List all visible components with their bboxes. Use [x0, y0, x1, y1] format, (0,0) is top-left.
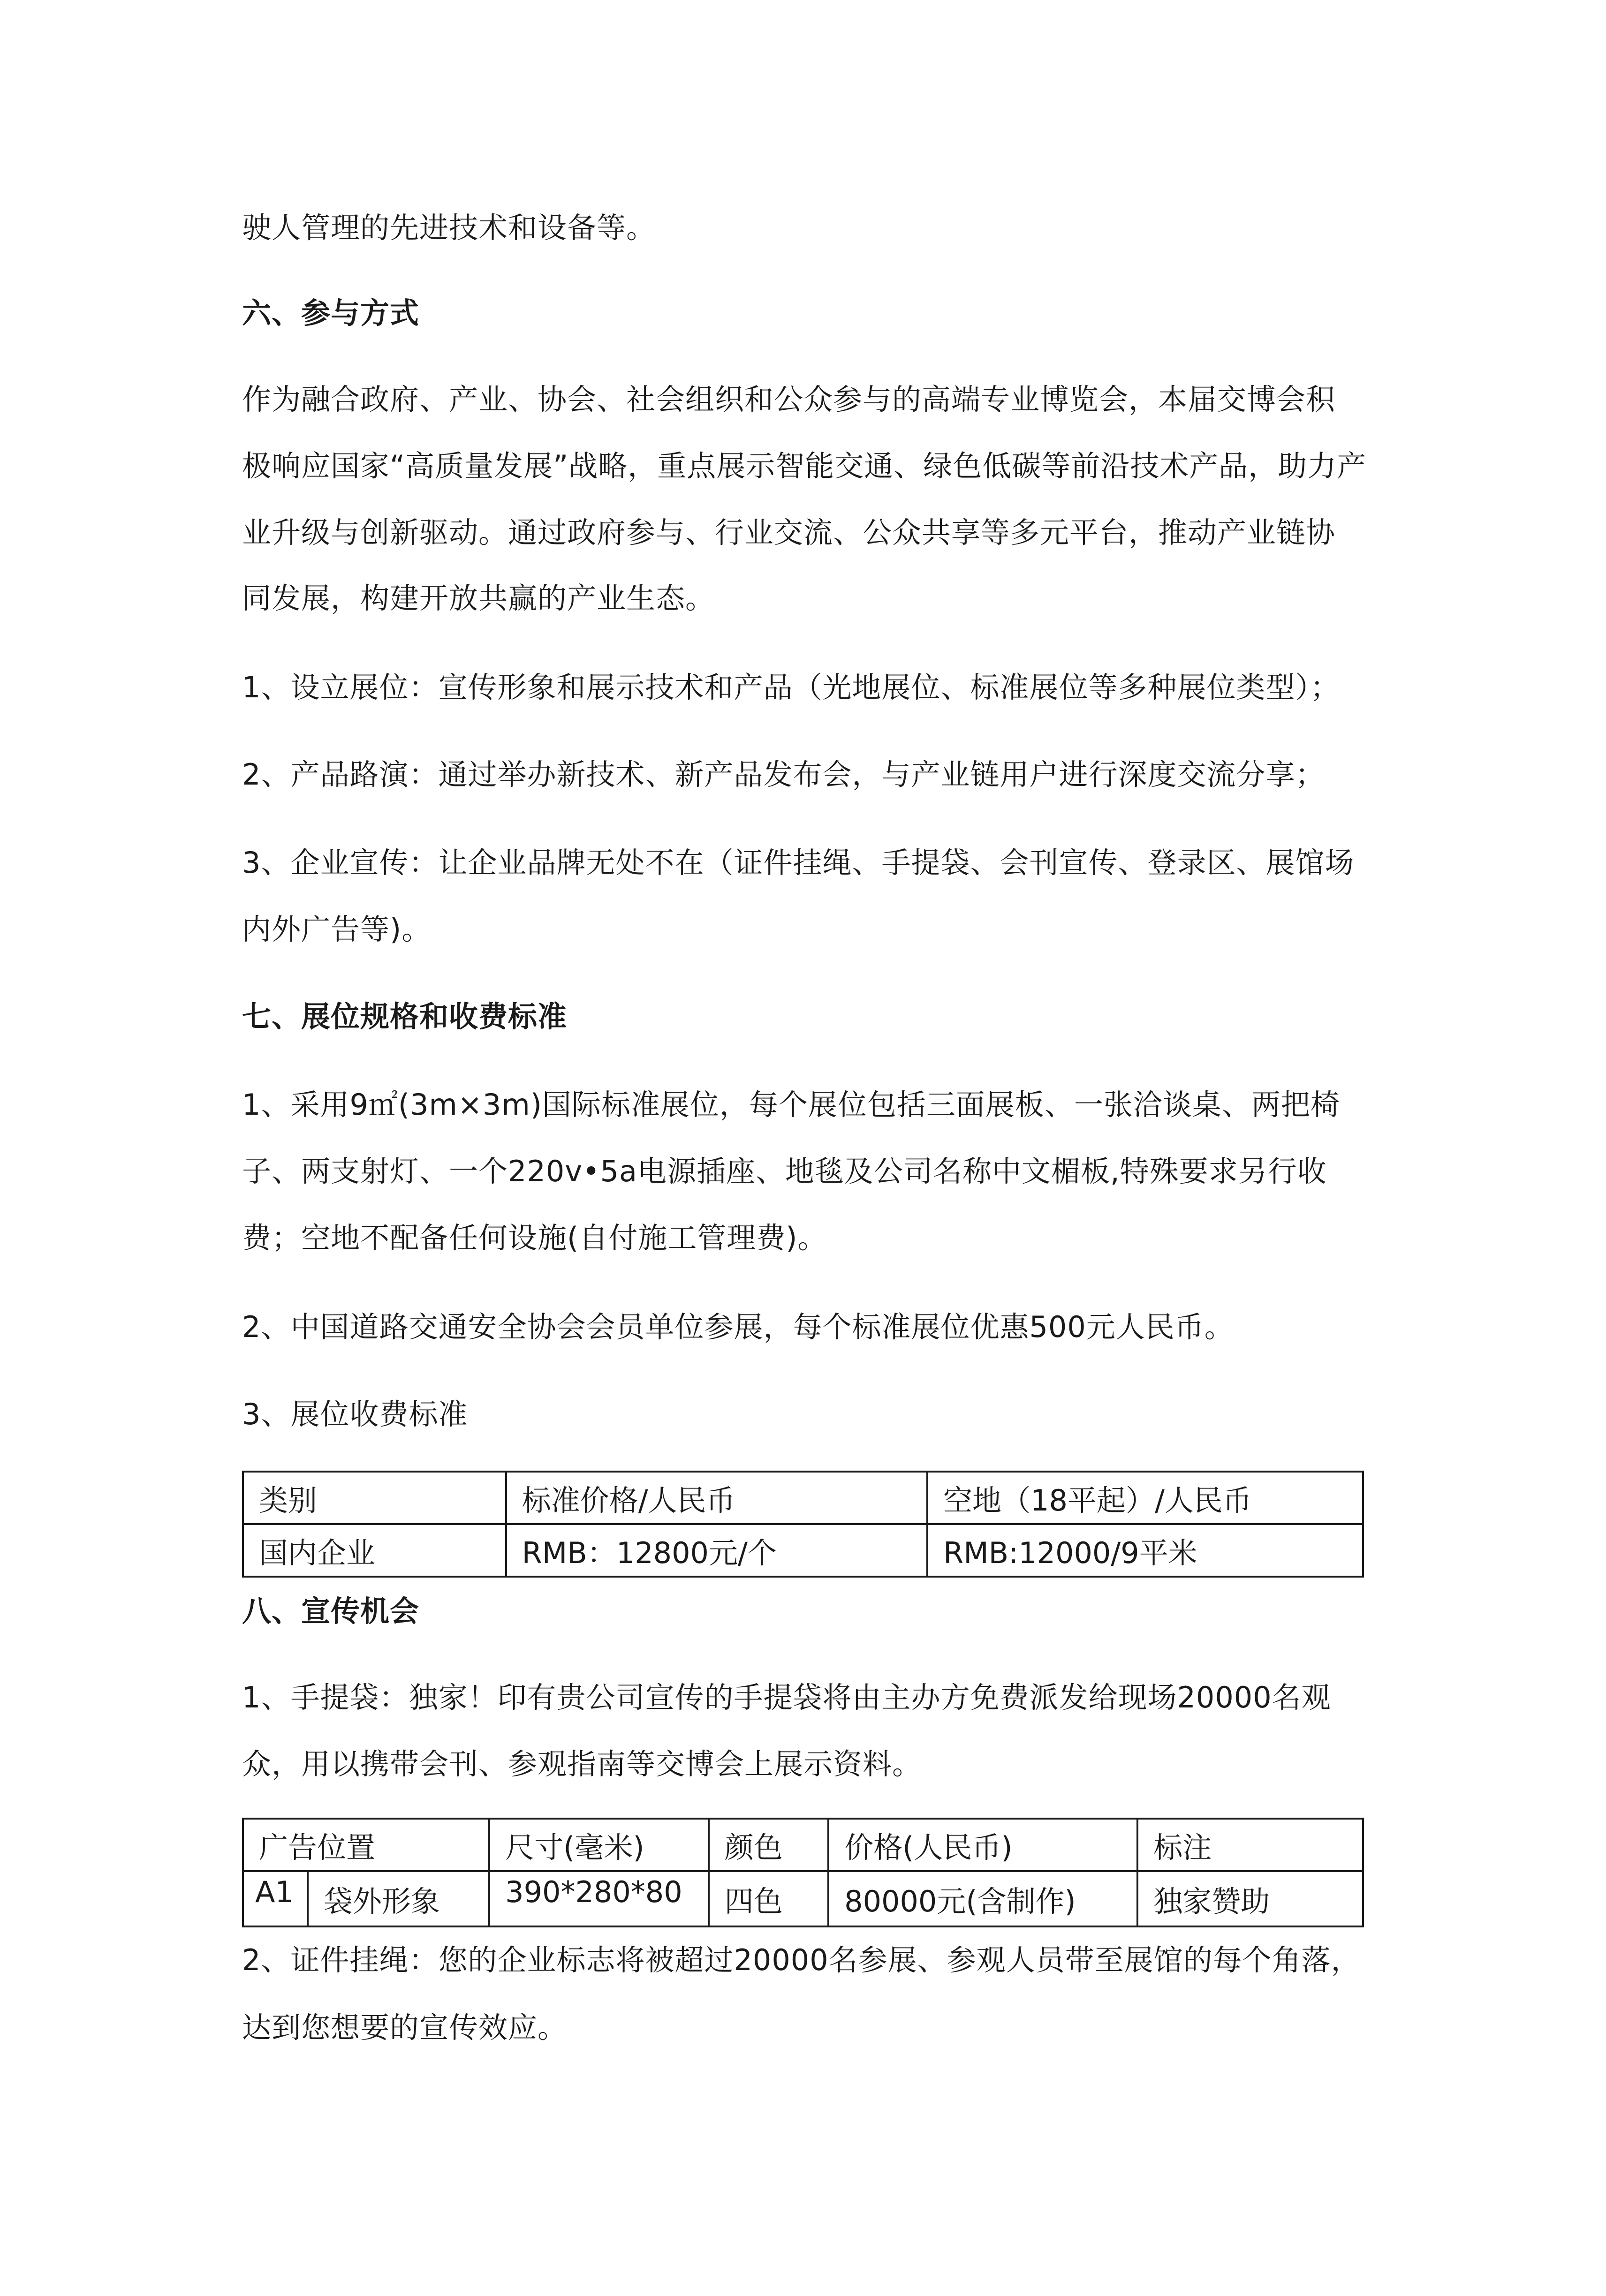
table-header-row [243, 1819, 1363, 1871]
table-cell: 80000元(含制作) [828, 1871, 1137, 1926]
paragraph-line: 业升级与创新驱动。通过政府参与、行业交流、公众共享等多元平台，推动产业链协 [242, 515, 1336, 550]
table-cell: 390*280*80 [489, 1871, 709, 1926]
table-header-cell: 空地（18平起）/人民币 [927, 1472, 1363, 1524]
list-item: 2、产品路演：通过举办新技术、新产品发布会，与产业链用户进行深度交流分享； [242, 757, 1325, 792]
table-cell: A1 [243, 1871, 308, 1926]
handbag-ad-table [242, 1818, 1364, 1927]
table-header-cell: 标注 [1137, 1819, 1363, 1871]
table-cell: 四色 [709, 1871, 828, 1926]
table-header-cell: 类别 [243, 1472, 506, 1524]
table-cell: RMB:12000/9平米 [927, 1524, 1363, 1577]
list-item: 众，用以携带会刊、参观指南等交博会上展示资料。 [242, 1747, 922, 1781]
list-item: 费；空地不配备任何设施(自付施工管理费)。 [242, 1221, 827, 1255]
table-row [243, 1524, 1363, 1577]
table-cell: 国内企业 [243, 1524, 506, 1577]
table-cell: RMB：12800元/个 [506, 1524, 927, 1577]
table-header-cell: 广告位置 [243, 1819, 489, 1871]
list-item: 达到您想要的宣传效应。 [242, 2010, 568, 2045]
list-item: 子、两支射灯、一个220v•5a电源插座、地毯及公司名称中文楣板,特殊要求另行收 [242, 1154, 1327, 1188]
section-heading-8: 八、宣传机会 [242, 1594, 420, 1628]
table-header-cell: 颜色 [709, 1819, 828, 1871]
list-item: 2、证件挂绳：您的企业标志将被超过20000名参展、参观人员带至展馆的每个角落， [242, 1943, 1361, 1977]
paragraph-line: 同发展，构建开放共赢的产业生态。 [242, 581, 715, 615]
paragraph-line: 极响应国家“高质量发展”战略，重点展示智能交通、绿色低碳等前沿技术产品，助力产 [242, 449, 1367, 483]
list-item: 3、企业宣传：让企业品牌无处不在（证件挂绳、手提袋、会刊宣传、登录区、展馆场 [242, 846, 1355, 880]
list-item: 1、手提袋：独家！印有贵公司宣传的手提袋将由主办方免费派发给现场20000名观 [242, 1680, 1331, 1714]
paragraph-line: 作为融合政府、产业、协会、社会组织和公众参与的高端专业博览会，本届交博会积 [242, 382, 1336, 416]
list-item: 3、展位收费标准 [242, 1397, 468, 1431]
table-row [243, 1871, 1363, 1926]
table-header-row [243, 1472, 1363, 1524]
paragraph-line: 驶人管理的先进技术和设备等。 [242, 211, 656, 245]
table-header-cell: 标准价格/人民币 [506, 1472, 927, 1524]
table-header-cell: 尺寸(毫米) [489, 1819, 709, 1871]
section-heading-6: 六、参与方式 [242, 296, 420, 330]
table-header-cell: 价格(人民币) [828, 1819, 1137, 1871]
list-item: 内外广告等)。 [242, 912, 432, 946]
list-item: 1、采用9㎡(3m×3m)国际标准展位，每个展位包括三面展板、一张洽谈桌、两把椅 [242, 1088, 1340, 1122]
section-heading-7: 七、展位规格和收费标准 [242, 999, 568, 1034]
booth-fee-table [242, 1471, 1364, 1578]
table-cell: 独家赞助 [1137, 1871, 1363, 1926]
list-item: 1、设立展位：宣传形象和展示技术和产品（光地展位、标准展位等多种展位类型）； [242, 670, 1340, 704]
list-item: 2、中国道路交通安全协会会员单位参展，每个标准展位优惠500元人民币。 [242, 1310, 1234, 1344]
table-cell: 袋外形象 [308, 1871, 489, 1926]
